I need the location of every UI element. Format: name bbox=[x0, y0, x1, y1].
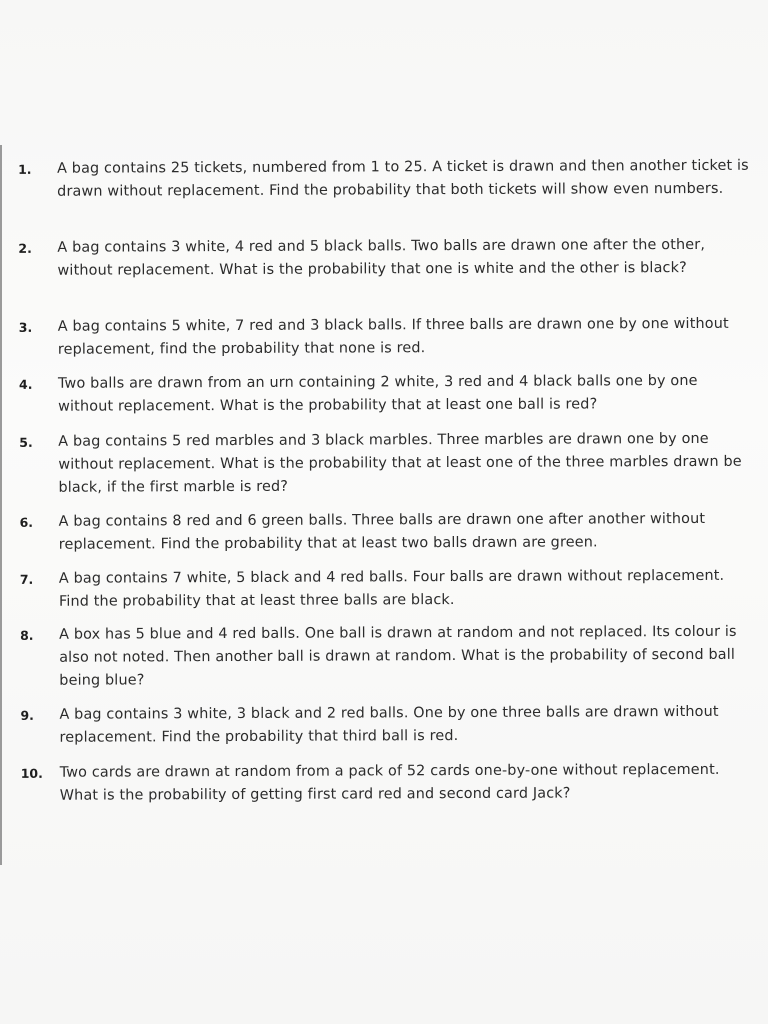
question-text: Two cards are drawn at random from a pack of 52 cards one-by-one without replacement. What is the probability of getting first card red and second card Jack? bbox=[59, 761, 720, 804]
question-number: 9. bbox=[20, 707, 34, 723]
question-text: A bag contains 8 red and 6 green balls. Three balls are drawn one after another without replacement. Find the probability that at least two balls drawn are green. bbox=[58, 510, 706, 553]
question-item bbox=[2, 565, 768, 610]
question-number: 4. bbox=[18, 376, 33, 392]
question-number: 7. bbox=[19, 571, 34, 587]
question-number: 3. bbox=[18, 319, 33, 335]
question-number: 1. bbox=[18, 161, 32, 177]
question-text: A bag contains 7 white, 5 black and 4 red balls. Four balls are drawn without replacement. Find the probability that at least three balls are black. bbox=[58, 567, 725, 610]
question-number: 10. bbox=[20, 765, 43, 781]
question-number: 2. bbox=[18, 240, 32, 256]
question-item bbox=[2, 701, 768, 746]
question-item bbox=[1, 370, 768, 415]
question-item bbox=[1, 313, 768, 358]
question-item bbox=[0, 155, 768, 200]
question-text: A bag contains 25 tickets, numbered from 1 to 25. A ticket is drawn and then another ticket is drawn without replacement. Find the probability that both tickets will show even numbers. bbox=[57, 157, 749, 200]
question-item bbox=[1, 428, 768, 496]
question-item bbox=[3, 759, 768, 804]
question-text: A bag contains 5 white, 7 red and 3 black balls. If three balls are drawn one by one without replacement, find the probability that none is red. bbox=[57, 315, 729, 358]
page-edge-shadow bbox=[0, 145, 2, 865]
question-item bbox=[2, 621, 768, 689]
question-text: A box has 5 blue and 4 red balls. One ball is drawn at random and not replaced. Its colour is also not noted. Then another ball is drawn at random. What is the probability of second ball being blue? bbox=[59, 623, 737, 689]
question-number: 5. bbox=[19, 434, 33, 450]
question-text: Two balls are drawn from an urn containing 2 white, 3 red and 4 black balls one by one without replacement. What is the probability that at least one ball is red? bbox=[57, 372, 698, 415]
question-text: A bag contains 3 white, 4 red and 5 black balls. Two balls are drawn one after the other, without replacement. What is the probability that one is white and the other is black? bbox=[57, 236, 706, 279]
question-item bbox=[0, 234, 768, 279]
question-text: A bag contains 3 white, 3 black and 2 red balls. One by one three balls are drawn without replacement. Find the probability that third ball is red. bbox=[59, 703, 719, 746]
question-list bbox=[0, 155, 768, 804]
question-number: 8. bbox=[20, 627, 34, 643]
question-number: 6. bbox=[19, 514, 34, 530]
question-text: A bag contains 5 red marbles and 3 black marbles. Three marbles are drawn one by one without replacement. What is the probability that at least one of the three marbles drawn be black, if the first marble is red? bbox=[58, 430, 742, 496]
question-item bbox=[2, 508, 768, 553]
